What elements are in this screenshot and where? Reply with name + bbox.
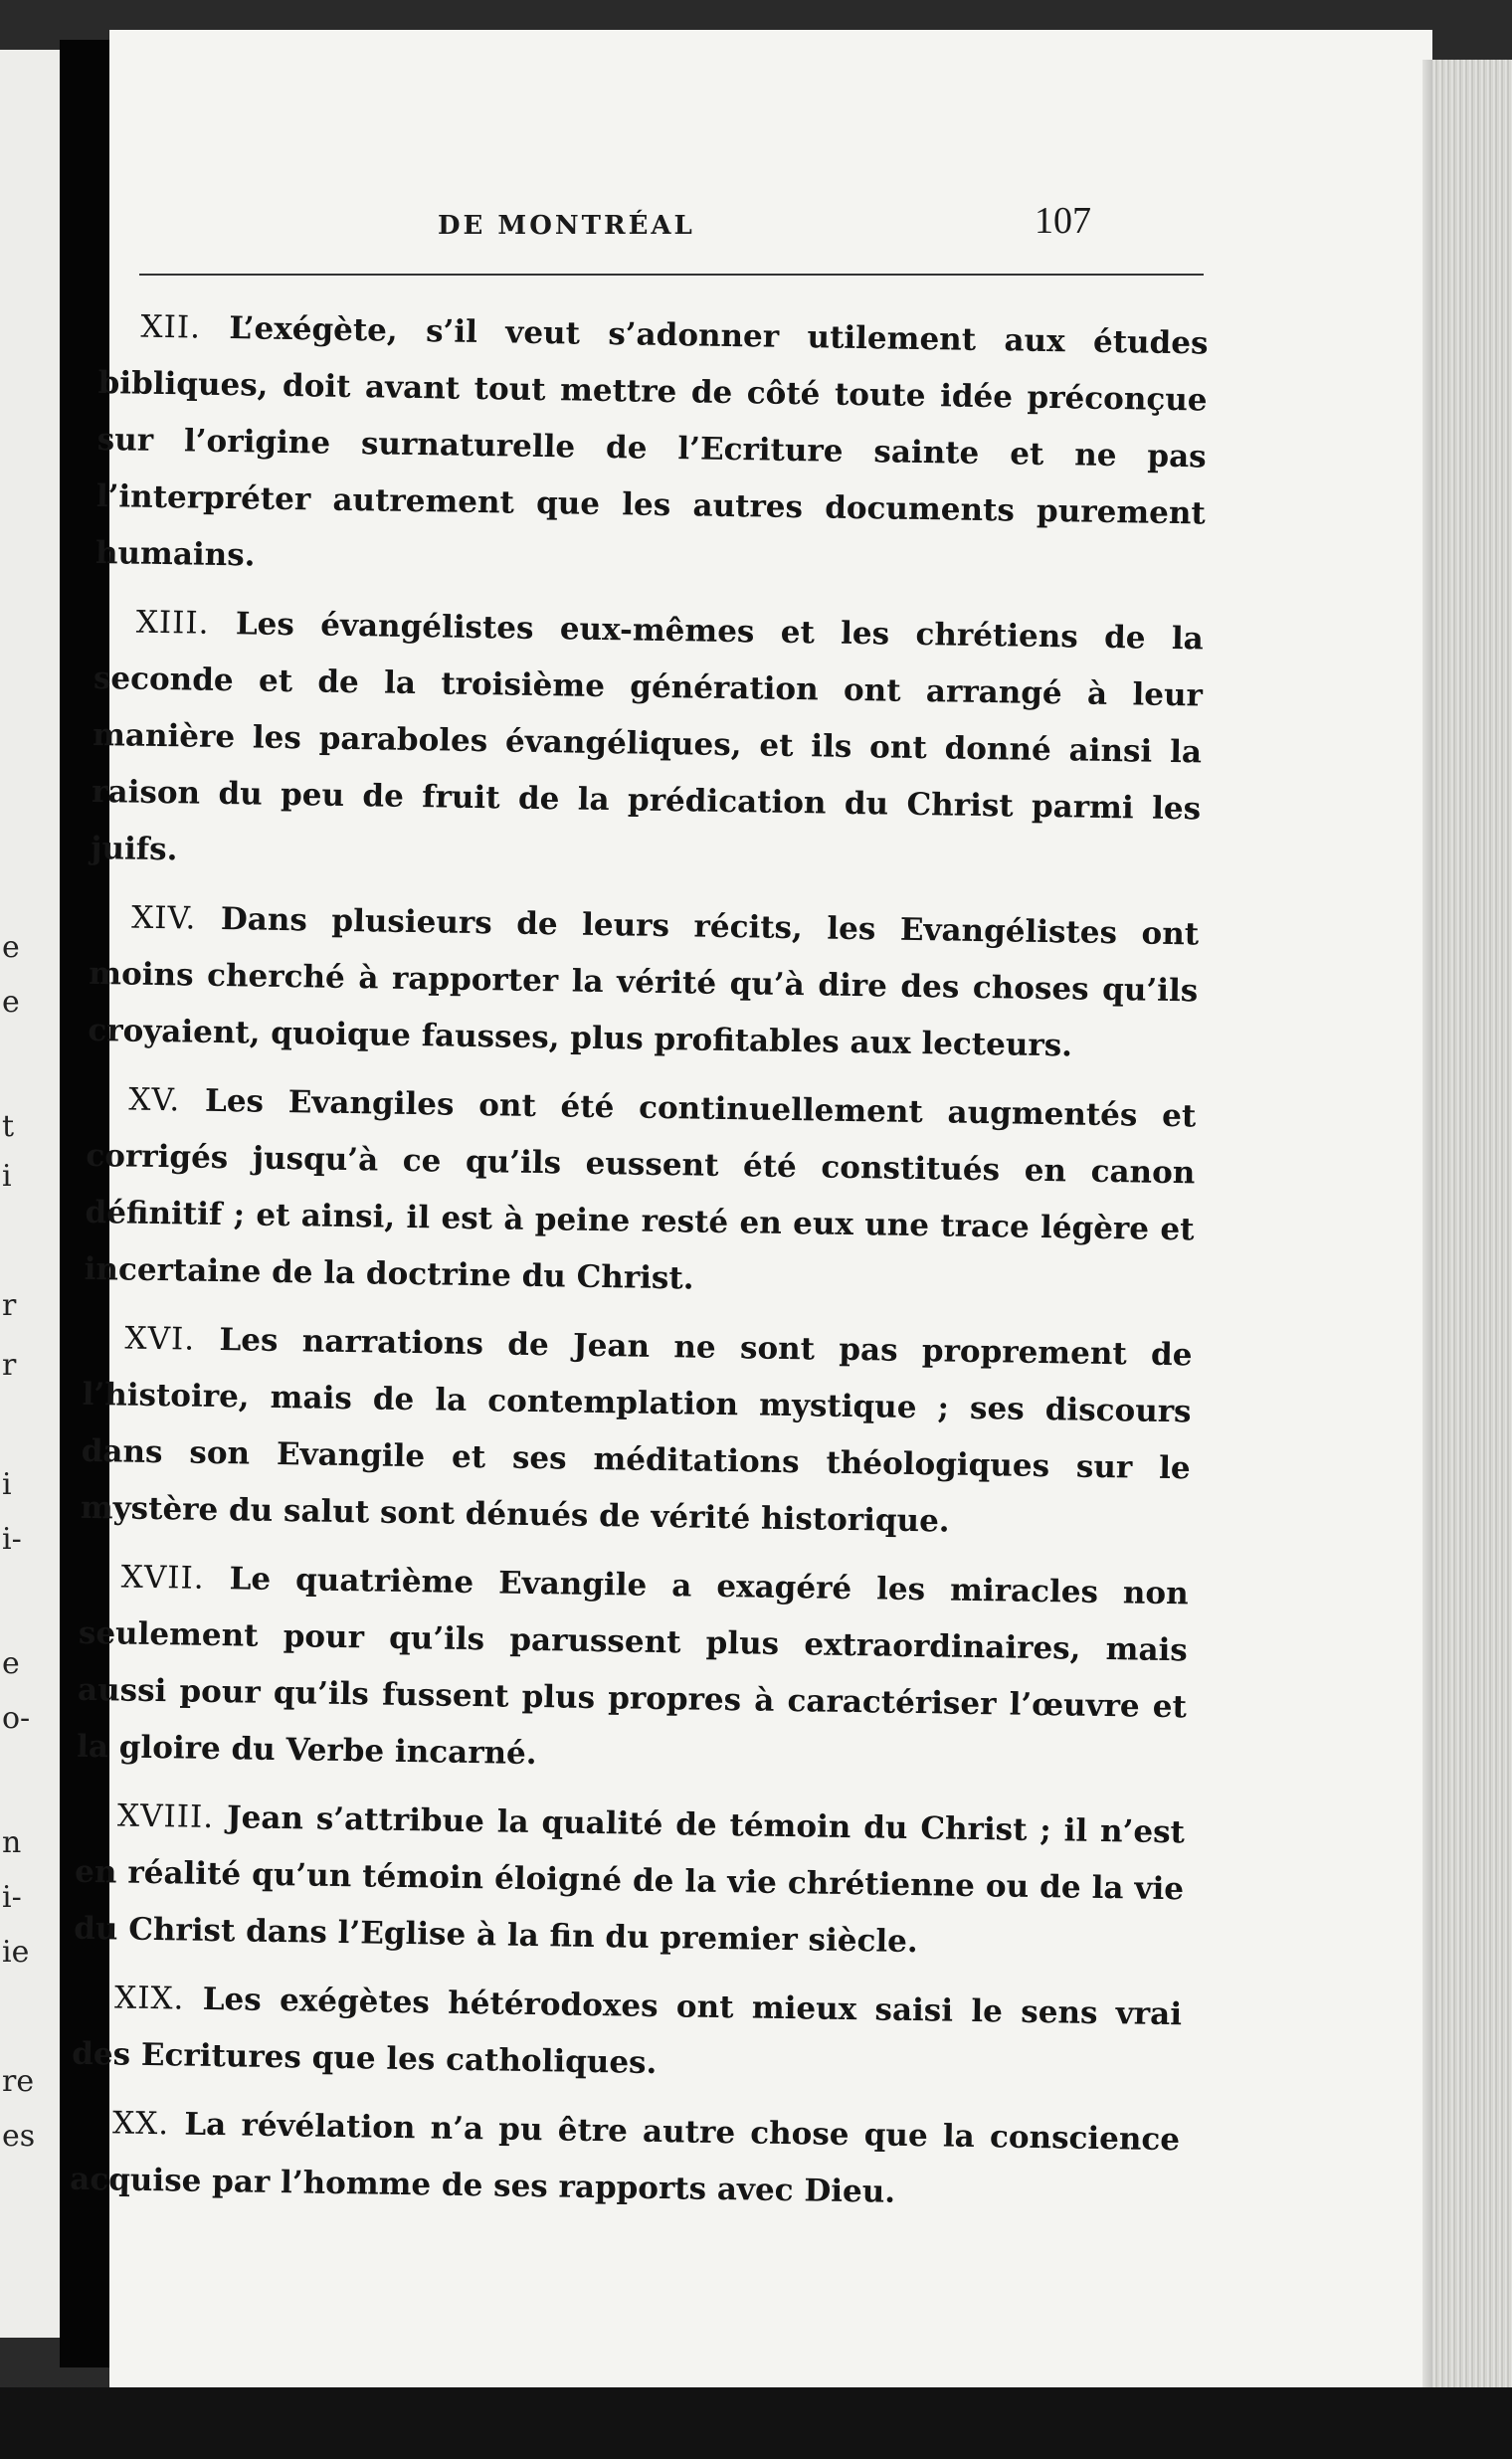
proposition-text: Dans plusieurs de leurs récits, les Evangélistes ont moins cherché à rapporter la vérité qu’à dire des choses qu’ils croyaient, quoique fausses, plus profitables aux lecteurs. [88, 900, 1200, 1064]
left-fragment: e [2, 1646, 20, 1681]
header-rule [139, 274, 1204, 276]
proposition-text: La révélation n’a pu être autre chose que la conscience acquise par l’homme de ses rapports avec Dieu. [70, 2106, 1181, 2210]
left-fragment: es [2, 2119, 36, 2154]
proposition-text: Les narrations de Jean ne sont pas proprement de l’histoire, mais de la contemplation mystique ; ses discours dans son Evangile et ses méditations théologiques sur le mystère du salut sont dénués de vérité historique. [80, 1322, 1193, 1540]
proposition-paragraph [95, 298, 1209, 599]
page-body [70, 298, 1209, 2237]
left-fragment: re [2, 2064, 35, 2099]
left-fragment: i- [2, 1522, 22, 1557]
left-fragment: e [2, 930, 20, 965]
proposition-numeral: XVI. [124, 1320, 196, 1358]
proposition-paragraph [84, 1071, 1196, 1315]
proposition-text: Jean s’attribue la qualité de témoin du Christ ; il n’est en réalité qu’un témoin éloigné de la vie chrétienne ou de la vie du Christ dans l’Eglise à la fin du premier siècle. [73, 1799, 1186, 1961]
proposition-paragraph [80, 1310, 1192, 1554]
left-fragment: r [2, 1348, 17, 1383]
proposition-text: Les Evangiles ont été continuellement augmentés et corrigés jusqu’à ce qu’ils eussent été constitués en canon définitif ; et ainsi, il est à peine resté en eux une trace légère et incertaine de la doctrine du Christ. [84, 1082, 1197, 1297]
proposition-paragraph [91, 594, 1204, 894]
proposition-paragraph [70, 2095, 1181, 2225]
proposition-numeral: XVIII. [116, 1797, 215, 1835]
page-number: 107 [1035, 200, 1091, 242]
proposition-text: Les évangélistes eux-mêmes et les chrétiens de la seconde et de la troisième génération ont arrangé à leur manière les paraboles évangéliques, et ils ont donné ainsi la raison du peu de fruit de la prédication du Christ parmi les juifs. [91, 606, 1205, 868]
left-fragment: n [2, 1825, 22, 1860]
proposition-text: L’exégète, s’il veut s’adonner utilement aux études bibliques, doit avant tout mettre de côté toute idée préconçue sur l’origine surnaturelle de l’Ecriture sainte et ne pas l’interpréter autrement que les autres documents purement humains. [94, 310, 1209, 574]
proposition-paragraph [72, 1970, 1183, 2100]
proposition-paragraph [88, 889, 1200, 1076]
proposition-text: Les exégètes hétérodoxes ont mieux saisi le sens vrai des Ecritures que les catholiques. [71, 1981, 1183, 2082]
left-fragment: e [2, 985, 20, 1020]
proposition-numeral: XV. [128, 1081, 181, 1119]
left-fragment: r [2, 1288, 17, 1323]
proposition-text: Le quatrième Evangile a exagéré les miracles non seulement pour qu’ils parussent plus extraordinaires, mais aussi pour qu’ils fussent plus propres à caractériser l’œuvre et la gloire du Verbe incarné. [76, 1561, 1189, 1773]
left-fragment: i- [2, 1880, 22, 1915]
left-fragment: t [2, 1109, 15, 1144]
proposition-numeral: XIX. [113, 1980, 185, 2017]
page-stack-edge [1432, 60, 1512, 2387]
proposition-numeral: XX. [111, 2105, 170, 2143]
proposition-paragraph [74, 1788, 1186, 1975]
left-fragment: i [2, 1467, 12, 1502]
proposition-numeral: XII. [140, 308, 202, 346]
left-fragment: i [2, 1159, 12, 1194]
proposition-paragraph [77, 1549, 1189, 1793]
left-fragment: o- [2, 1701, 31, 1736]
proposition-numeral: XIV. [130, 899, 197, 937]
proposition-numeral: XVII. [120, 1559, 205, 1597]
proposition-numeral: XIII. [135, 604, 210, 642]
scan-background [0, 2387, 1512, 2459]
left-fragment: ie [2, 1935, 30, 1970]
left-page-text-fragments [0, 0, 60, 2459]
running-head: DE MONTRÉAL [438, 211, 695, 241]
